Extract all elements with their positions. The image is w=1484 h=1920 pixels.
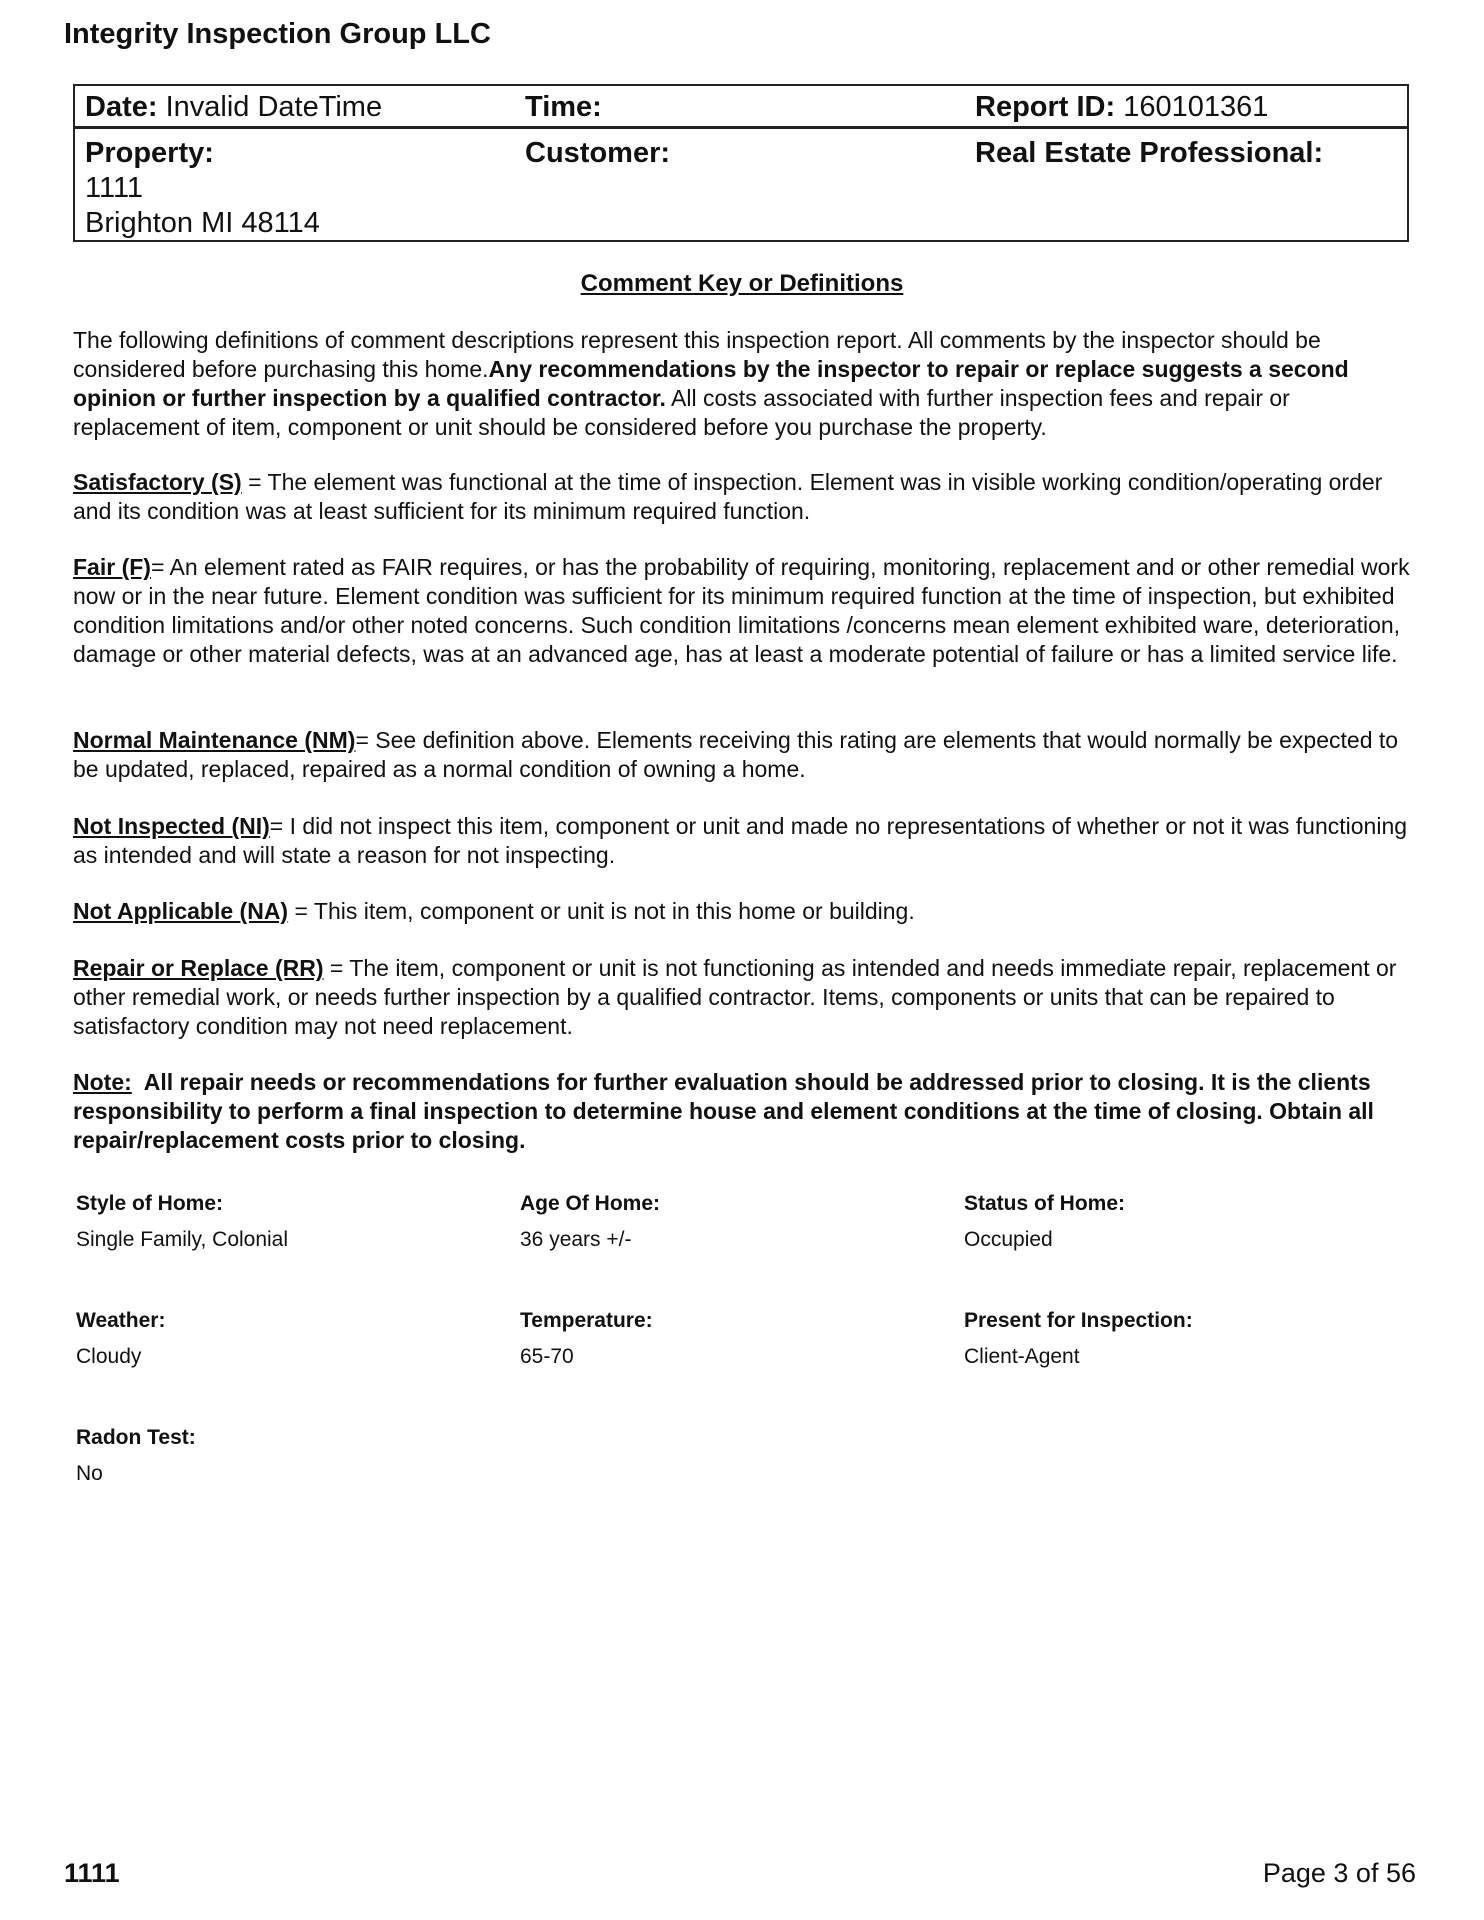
time-label: Time: — [525, 91, 602, 123]
intro-paragraph — [73, 326, 1418, 442]
agent-cell — [975, 136, 1323, 170]
info-value: Occupied — [964, 1228, 1053, 1251]
info-value: Single Family, Colonial — [76, 1228, 289, 1251]
info-label: Status of Home: — [964, 1192, 1126, 1215]
report-id-value: 160101361 — [1123, 91, 1269, 123]
info-value: No — [76, 1462, 103, 1485]
definition-repair-replace — [73, 954, 1418, 1041]
note-paragraph — [73, 1068, 1418, 1155]
agent-label: Real Estate Professional: — [975, 137, 1324, 169]
definition-term: Satisfactory (S) — [73, 469, 242, 495]
info-style-of-home — [76, 1192, 506, 1252]
definition-not-inspected — [73, 812, 1418, 870]
info-label: Style of Home: — [76, 1192, 224, 1215]
property-line-2: Brighton MI 48114 — [85, 207, 320, 239]
report-id-cell — [975, 90, 1268, 124]
definition-text: = The element was functional at the time of inspection. Element was in visible working condition/operating order and its condition was at least sufficient for its minimum required function. — [73, 469, 1383, 524]
info-value: 65-70 — [520, 1345, 574, 1368]
info-temperature — [520, 1309, 950, 1369]
intro-text-2: All costs associated with further inspection fees and repair or replacement of item, component or unit should be considered before you purchase the property. — [73, 385, 1290, 440]
date-value: Invalid DateTime — [165, 91, 383, 123]
company-name: Integrity Inspection Group LLC — [64, 18, 491, 50]
definition-term: Fair (F) — [73, 554, 151, 580]
definition-fair — [73, 553, 1418, 669]
definition-normal-maintenance — [73, 726, 1418, 784]
time-cell — [525, 90, 602, 124]
section-title: Comment Key or Definitions — [580, 270, 904, 297]
definition-term: Normal Maintenance (NM) — [73, 727, 356, 753]
definition-term: Not Inspected (NI) — [73, 813, 270, 839]
info-age-of-home — [520, 1192, 950, 1252]
customer-cell — [525, 136, 670, 170]
report-header-table — [73, 84, 1409, 242]
info-value: Cloudy — [76, 1345, 142, 1368]
definition-not-applicable — [73, 897, 1418, 926]
date-label: Date: — [85, 91, 158, 123]
property-cell — [85, 136, 320, 241]
definition-text: = The item, component or unit is not functioning as intended and needs immediate repair, replacement or other remedial work, or needs further inspection by a qualified contractor. Items, components or units that can be repaired to satisfactory condition may not need replacement. — [73, 955, 1397, 1039]
intro-text-1: The following definitions of comment descriptions represent this inspection report. All comments by the inspector should be considered before purchasing this home. — [73, 327, 1321, 382]
info-value: Client-Agent — [964, 1345, 1080, 1368]
customer-label: Customer: — [525, 137, 671, 169]
note-text: All repair needs or recommendations for further evaluation should be addressed prior to closing. It is the clients responsibility to perform a final inspection to determine house and element conditions at the time of closing. Obtain all repair/replacement costs prior to closing. — [73, 1069, 1381, 1153]
definition-term: Not Applicable (NA) — [73, 898, 289, 924]
date-cell — [85, 90, 382, 124]
info-label: Age Of Home: — [520, 1192, 661, 1215]
info-label: Weather: — [76, 1309, 166, 1332]
property-label: Property: — [85, 137, 214, 169]
info-weather — [76, 1309, 506, 1369]
header-row-1 — [75, 86, 1407, 129]
report-id-label: Report ID: — [975, 91, 1116, 123]
info-value: 36 years +/- — [520, 1228, 632, 1251]
intro-bold: Any recommendations by the inspector to repair or replace suggests a second opinion or further inspection by a qualified contractor. — [73, 356, 1349, 411]
definition-term: Repair or Replace (RR) — [73, 955, 324, 981]
definition-text: = An element rated as FAIR requires, or has the probability of requiring, monitoring, replacement and or other remedial work now or in the near future. Element condition was sufficient for its minimum required function at the time of inspection, but exhibited condition limitations and/or other noted concerns. Such condition limitations /concerns mean element exhibited ware, deterioration, damage or other material defects, was at an advanced age, has at least a moderate potential of failure or has a limited service life. — [73, 554, 1410, 667]
definition-satisfactory — [73, 468, 1418, 526]
info-status-of-home — [964, 1192, 1394, 1252]
info-label: Temperature: — [520, 1309, 653, 1332]
page-number: Page 3 of 56 — [1262, 1858, 1416, 1888]
property-line-1: 1111 — [85, 172, 144, 204]
note-label: Note: — [73, 1069, 132, 1095]
info-label: Present for Inspection: — [964, 1309, 1193, 1332]
info-present-for-inspection — [964, 1309, 1394, 1369]
definition-text: = I did not inspect this item, component or unit and made no representations of whether or not it was functioning as intended and will state a reason for not inspecting. — [73, 813, 1408, 868]
definition-text: = This item, component or unit is not in this home or building. — [288, 898, 915, 924]
info-label: Radon Test: — [76, 1426, 196, 1449]
footer-address: 1111 — [64, 1858, 120, 1888]
definition-text: = See definition above. Elements receiving this rating are elements that would normally be expected to be updated, replaced, repaired as a normal condition of owning a home. — [73, 727, 1399, 782]
info-radon-test — [76, 1426, 506, 1486]
